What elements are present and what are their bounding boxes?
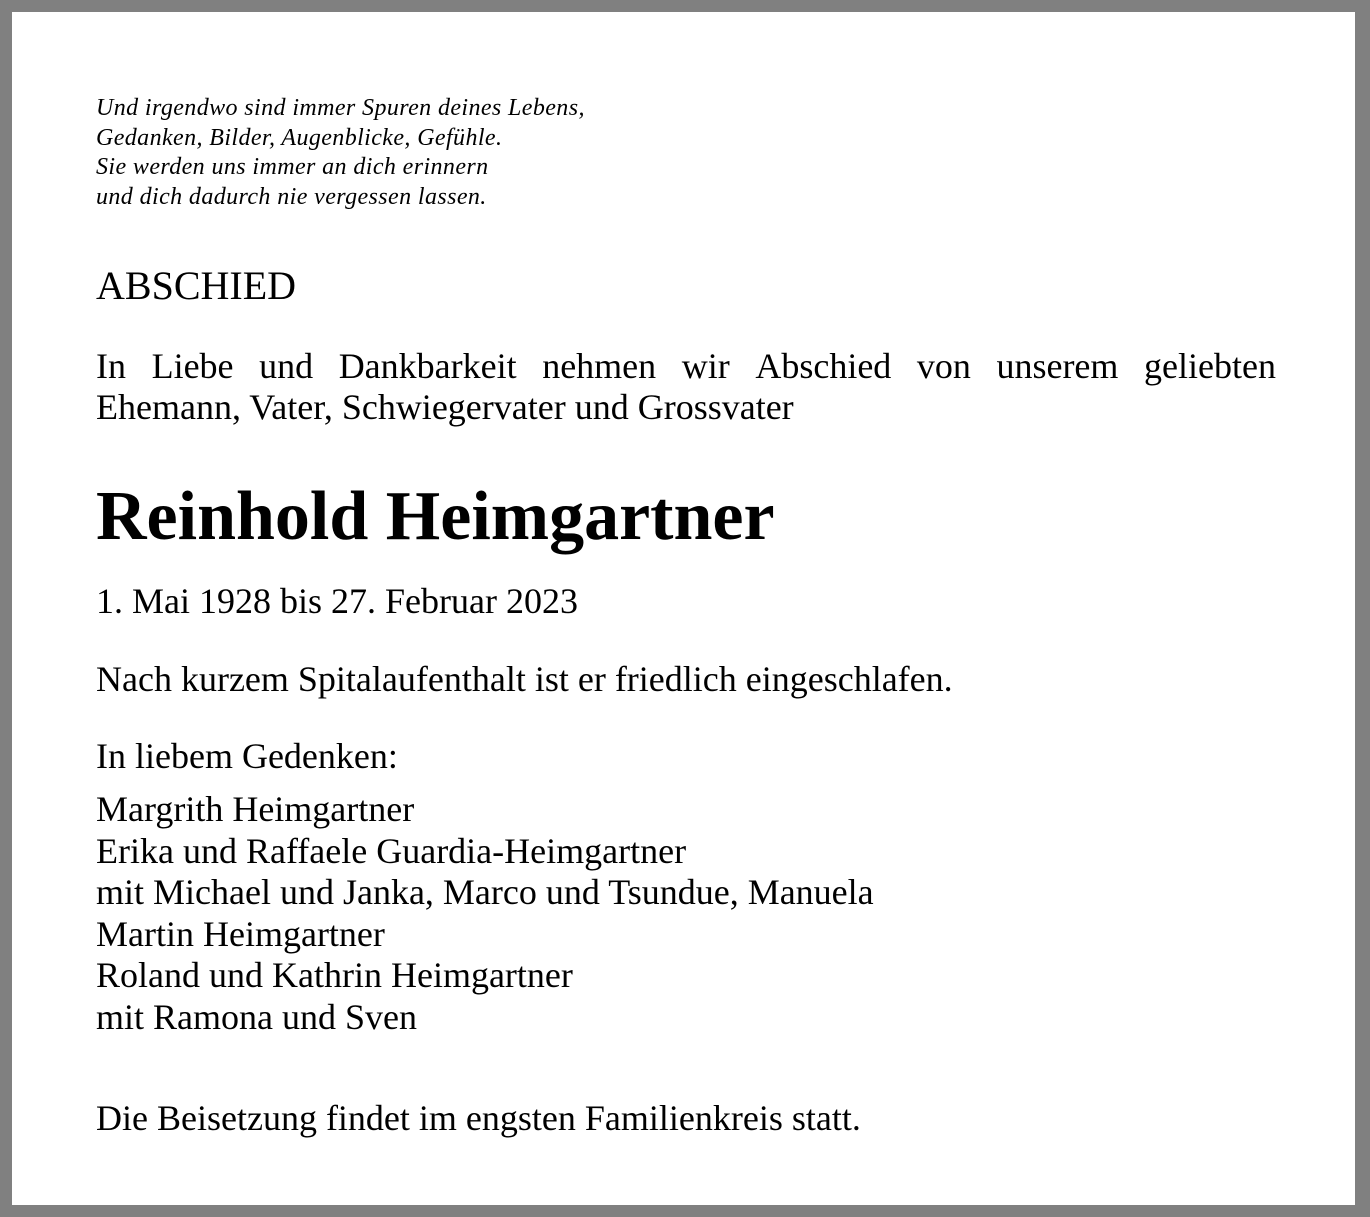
poem-line: Gedanken, Bilder, Augenblicke, Gefühle.	[96, 124, 503, 151]
poem-line: und dich dadurch nie vergessen lassen.	[96, 183, 487, 210]
mourner-line: Margrith Heimgartner	[96, 789, 415, 829]
deceased-name: Reinhold Heimgartner	[96, 478, 775, 555]
section-heading: ABSCHIED	[96, 263, 297, 308]
intro-word: Abschied	[755, 346, 892, 386]
obituary-page	[12, 12, 1355, 1205]
mourner-line: Martin Heimgartner	[96, 913, 385, 954]
intro-line: Ehemann, Vater, Schwiegervater und Grossvater	[96, 387, 794, 427]
intro-word: Dankbarkeit	[338, 346, 517, 386]
intro-word: nehmen	[542, 346, 657, 386]
intro-word: wir	[681, 346, 730, 386]
burial-notice: Die Beisetzung findet im engsten Familienkreis statt.	[96, 1098, 861, 1138]
poem-line: Und irgendwo sind immer Spuren deines Lebens,	[96, 95, 585, 121]
intro-word: und	[259, 346, 314, 386]
intro-word: von	[916, 346, 971, 386]
intro-word: geliebten	[1144, 346, 1276, 386]
intro-word: Liebe	[151, 346, 234, 386]
mourner-line: Erika und Raffaele Guardia-Heimgartner	[96, 830, 687, 871]
intro-paragraph	[96, 346, 1276, 428]
poem	[96, 94, 585, 212]
mourner-line: mit Ramona und Sven	[96, 996, 417, 1037]
mourner-line: Roland und Kathrin Heimgartner	[96, 955, 573, 995]
poem-line: Sie werden uns immer an dich erinnern	[96, 154, 489, 180]
memorial-label: In liebem Gedenken:	[96, 736, 398, 776]
intro-line-justified	[96, 346, 1276, 387]
mourner-line: mit Michael und Janka, Marco und Tsundue, Manuela	[96, 872, 874, 912]
intro-word: In	[96, 346, 126, 386]
passing-statement: Nach kurzem Spitalaufenthalt ist er friedlich eingeschlafen.	[96, 659, 953, 699]
intro-word: unserem	[996, 346, 1119, 386]
life-dates: 1. Mai 1928 bis 27. Februar 2023	[96, 581, 578, 621]
mourners-list	[96, 789, 874, 1038]
